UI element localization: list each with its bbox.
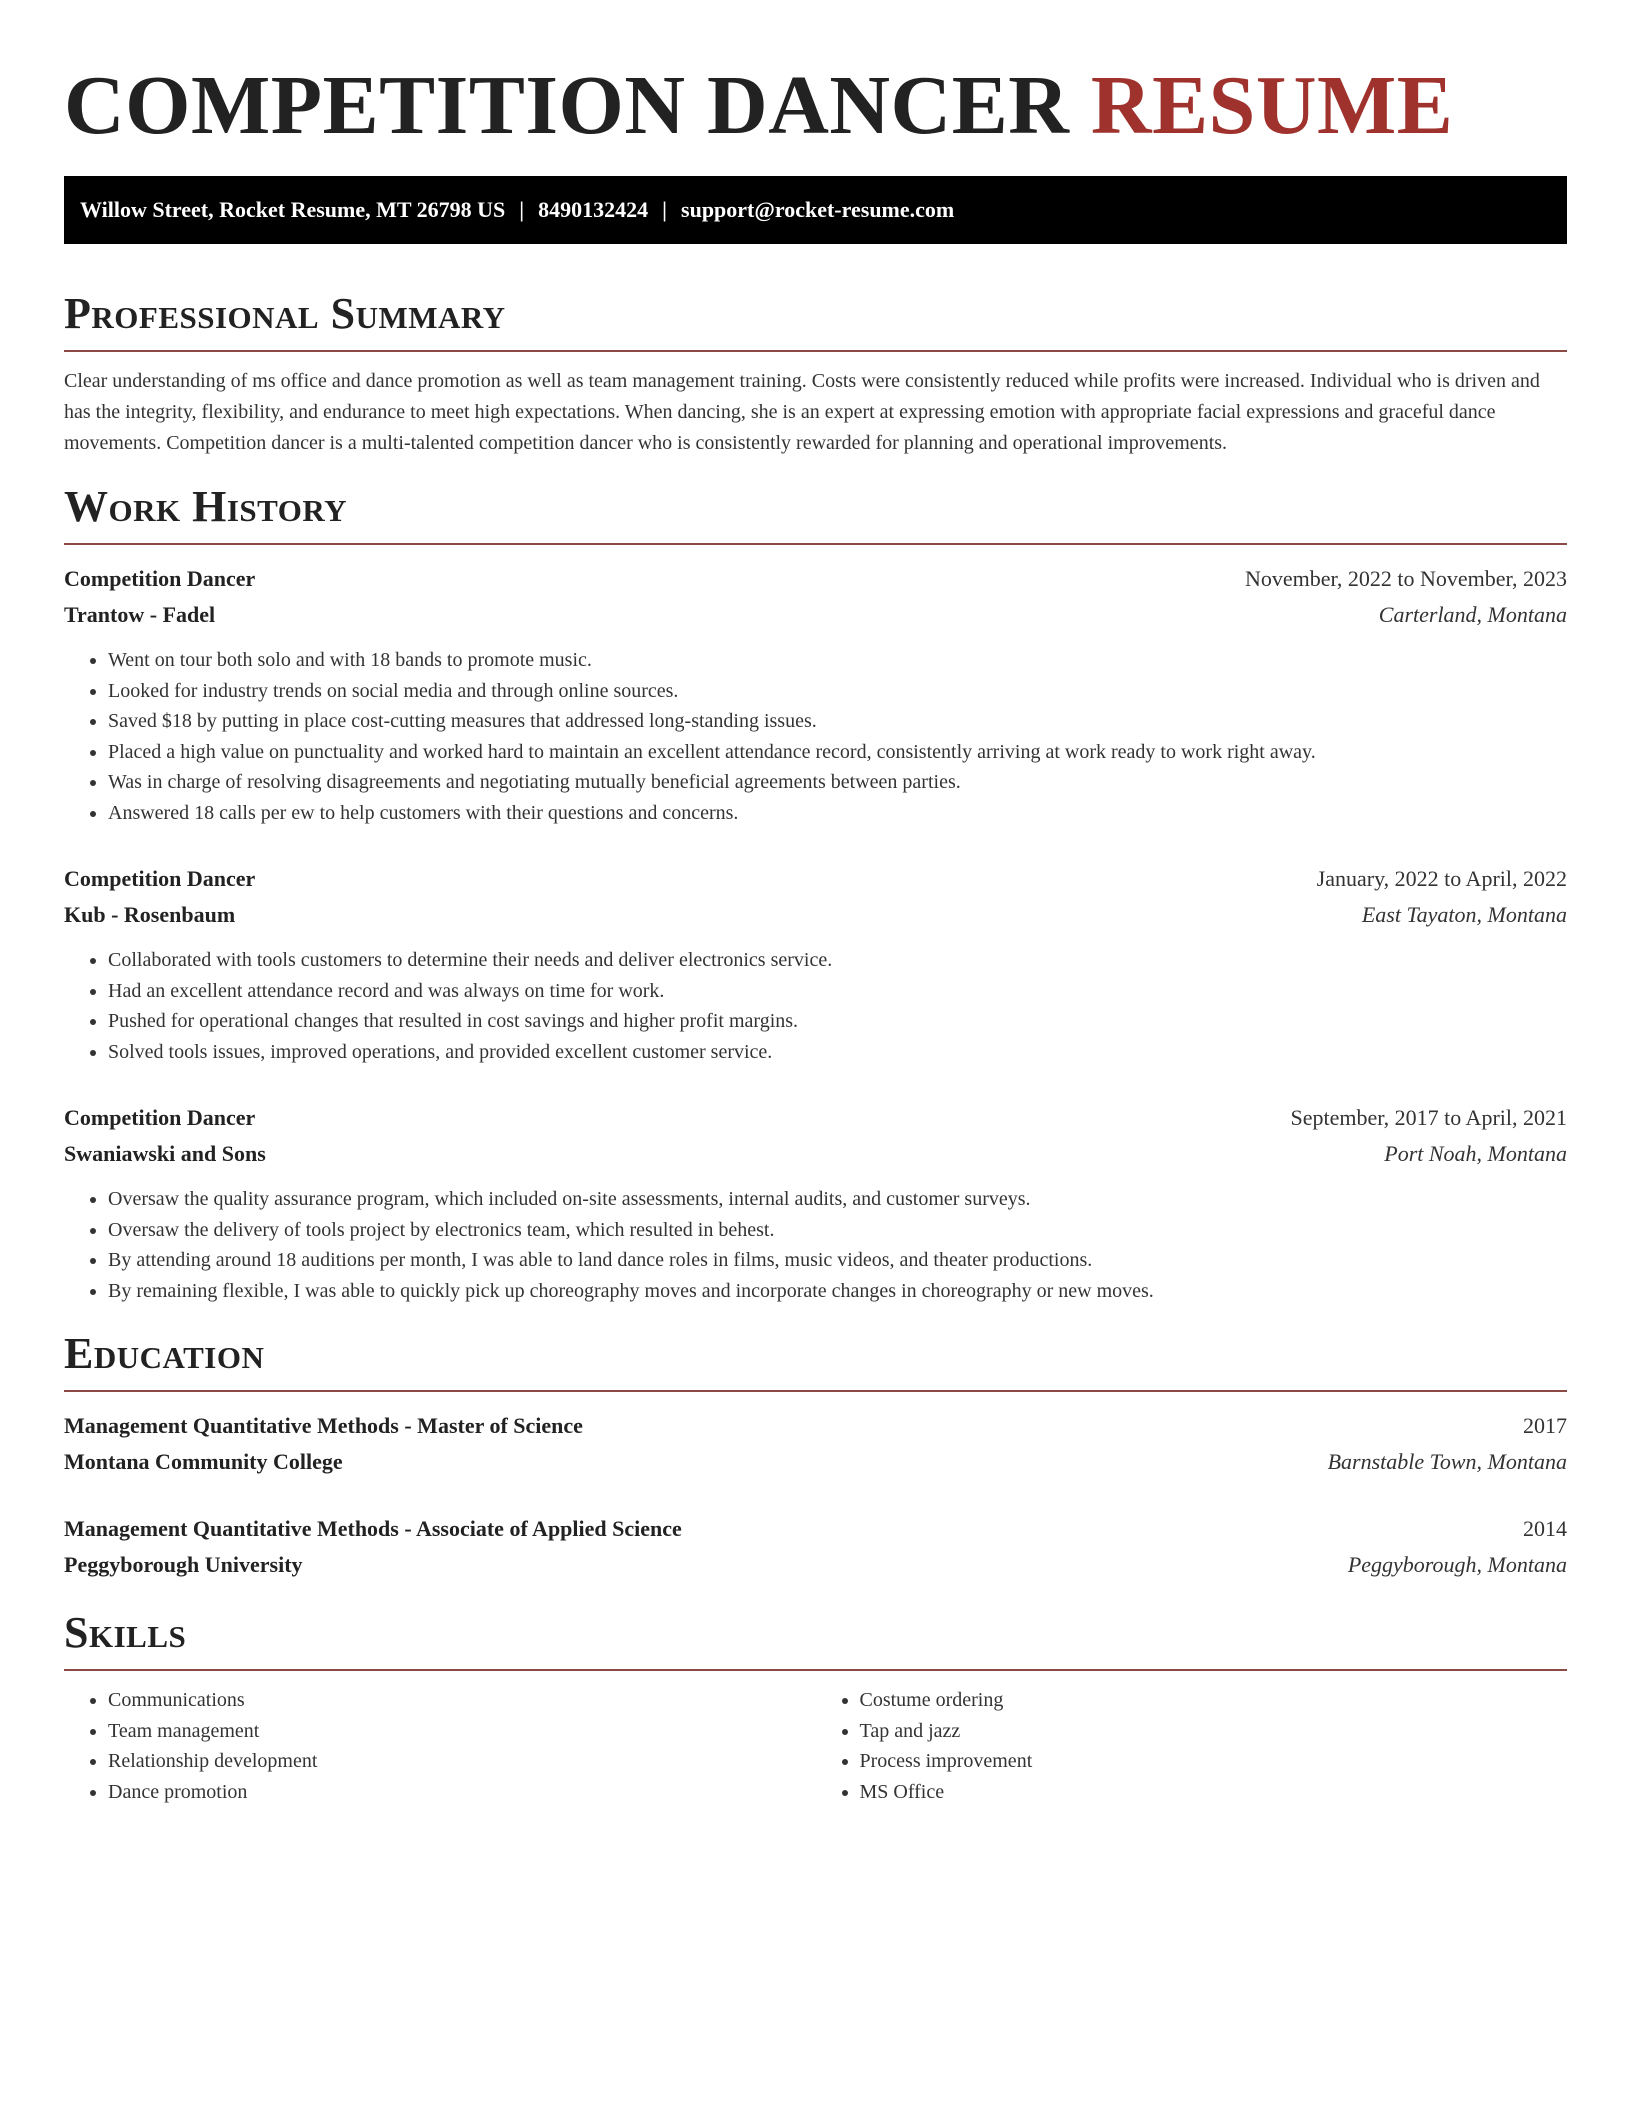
list-item: • By remaining flexible, I was able to quickly pick up choreography moves and incorporate changes in choreography or new moves. [108,1276,1567,1307]
skill-item: • Communications [108,1685,816,1716]
job-header-row [64,861,1567,897]
contact-bar [64,176,1567,244]
section-heading: Education [64,1329,265,1378]
job-entry [64,861,1567,1067]
list-item: • Answered 18 calls per ew to help customers with their questions and concerns. [108,798,1567,829]
job-bullets [64,1184,1567,1306]
contact-separator: | [662,197,668,222]
list-item: • Saved $18 by putting in place cost-cutting measures that addressed long-standing issues. [108,706,1567,737]
job-company: Swaniawski and Sons [64,1141,266,1166]
education-school: Montana Community College [64,1449,343,1474]
list-item: • Had an excellent attendance record and was always on time for work. [108,976,1567,1007]
skills-columns [64,1685,1567,1807]
contact-address: Willow Street, Rocket Resume, MT 26798 US [80,197,506,222]
job-dates: January, 2022 to April, 2022 [1316,866,1567,891]
title-accent: RESUME [1090,59,1454,152]
section-divider [64,543,1567,545]
skills-list-right [816,1685,1568,1807]
title-main: COMPETITION DANCER [64,59,1070,152]
education-year: 2014 [1523,1516,1567,1541]
job-location: Carterland, Montana [1378,602,1567,627]
job-location: Port Noah, Montana [1384,1141,1567,1166]
list-item: • Looked for industry trends on social media and through online sources. [108,676,1567,707]
job-bullets [64,945,1567,1067]
skill-item: • MS Office [860,1777,1568,1808]
education-location: Barnstable Town, Montana [1327,1449,1567,1474]
skill-item: • Team management [108,1716,816,1747]
education-header-row [64,1511,1567,1547]
section-divider [64,350,1567,352]
education-school-row [64,1444,1567,1480]
list-item: • Went on tour both solo and with 18 bands to promote music. [108,645,1567,676]
list-item: • Oversaw the delivery of tools project by electronics team, which resulted in behest. [108,1215,1567,1246]
job-company-row [64,897,1567,933]
contact-email[interactable]: support@rocket-resume.com [681,197,955,222]
education-degree: Management Quantitative Methods - Associate of Applied Science [64,1516,682,1541]
job-location: East Tayaton, Montana [1361,902,1567,927]
list-item: • Collaborated with tools customers to determine their needs and deliver electronics service. [108,945,1567,976]
skills-section [64,1607,1567,1807]
list-item: • Placed a high value on punctuality and worked hard to maintain an excellent attendance record, consistently arriving at work ready to work right away. [108,737,1567,768]
list-item: • Pushed for operational changes that resulted in cost savings and higher profit margins. [108,1006,1567,1037]
skill-item: • Relationship development [108,1746,816,1777]
education-year: 2017 [1523,1413,1567,1438]
job-title: Competition Dancer [64,566,256,591]
job-dates: September, 2017 to April, 2021 [1290,1105,1567,1130]
job-bullets [64,645,1567,828]
job-header-row [64,1100,1567,1136]
job-header-row [64,561,1567,597]
job-company: Kub - Rosenbaum [64,902,236,927]
list-item: • Solved tools issues, improved operations, and provided excellent customer service. [108,1037,1567,1068]
education-header-row [64,1408,1567,1444]
section-heading: Professional Summary [64,289,506,338]
job-dates: November, 2022 to November, 2023 [1244,566,1567,591]
skill-item: • Tap and jazz [860,1716,1568,1747]
contact-separator: | [519,197,525,222]
skill-item: • Dance promotion [108,1777,816,1808]
resume-page [64,0,1567,1807]
list-item: • By attending around 18 auditions per month, I was able to land dance roles in films, music videos, and theater productions. [108,1245,1567,1276]
job-company: Trantow - Fadel [64,602,216,627]
work-history-section [64,481,1567,1306]
section-heading: Skills [64,1608,187,1657]
job-title: Competition Dancer [64,866,256,891]
education-entry [64,1511,1567,1583]
education-section [64,1328,1567,1583]
list-item: • Oversaw the quality assurance program, which included on-site assessments, internal audits, and customer surveys. [108,1184,1567,1215]
contact-phone[interactable]: 8490132424 [538,197,649,222]
skill-item: • Costume ordering [860,1685,1568,1716]
summary-section [64,288,1567,459]
education-school: Peggyborough University [64,1552,303,1577]
section-divider [64,1669,1567,1671]
resume-title [64,0,1567,156]
education-entry [64,1408,1567,1480]
section-divider [64,1390,1567,1392]
job-company-row [64,1136,1567,1172]
skills-list-left [64,1685,816,1807]
job-entry [64,561,1567,828]
skill-item: • Process improvement [860,1746,1568,1777]
job-entry [64,1100,1567,1306]
summary-text: Clear understanding of ms office and dance promotion as well as team management training. Costs were consistently reduced while profits were increased. Individual who is driven and has the integrity, flexibility, and endurance to meet high expectations. When dancing, she is an expert at expressing emotion with appropriate facial expressions and graceful dance movements. Competition dancer is a multi-talented competition dancer who is consistently rewarded for planning and operational improvements. [64,370,1540,454]
section-heading: Work History [64,482,348,531]
job-title: Competition Dancer [64,1105,256,1130]
list-item: • Was in charge of resolving disagreements and negotiating mutually beneficial agreements between parties. [108,767,1567,798]
education-degree: Management Quantitative Methods - Master of Science [64,1413,583,1438]
education-school-row [64,1547,1567,1583]
education-location: Peggyborough, Montana [1347,1552,1567,1577]
job-company-row [64,597,1567,633]
